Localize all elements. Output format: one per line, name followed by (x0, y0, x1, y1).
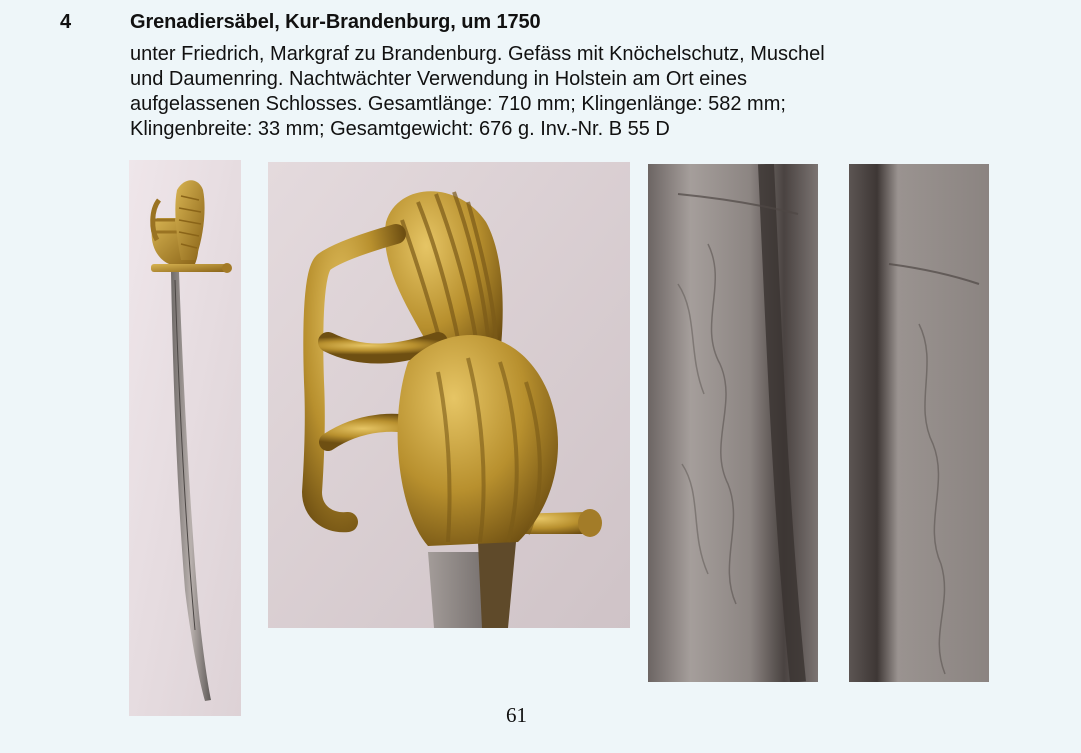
description-line: unter Friedrich, Markgraf zu Brandenburg. Gefäss mit Knöchelschutz, Muschel (130, 43, 825, 65)
blade-engraving-detail-photo (849, 164, 989, 682)
entry-title: Grenadiersäbel, Kur-Brandenburg, um 1750 (130, 11, 541, 33)
description-line: Klingenbreite: 33 mm; Gesamtgewicht: 676 g. Inv.-Nr. B 55 D (130, 118, 670, 140)
entry-number: 4 (60, 11, 72, 33)
entry-description (130, 42, 1030, 142)
full-saber-photo (129, 160, 241, 716)
hilt-closeup-photo (268, 162, 630, 628)
blade-engraving-photo (648, 164, 818, 682)
page-number: 61 (506, 703, 527, 727)
description-line: aufgelassenen Schlosses. Gesamtlänge: 710 mm; Klingenlänge: 582 mm; (130, 93, 786, 115)
description-line: und Daumenring. Nachtwächter Verwendung in Holstein am Ort eines (130, 68, 747, 90)
